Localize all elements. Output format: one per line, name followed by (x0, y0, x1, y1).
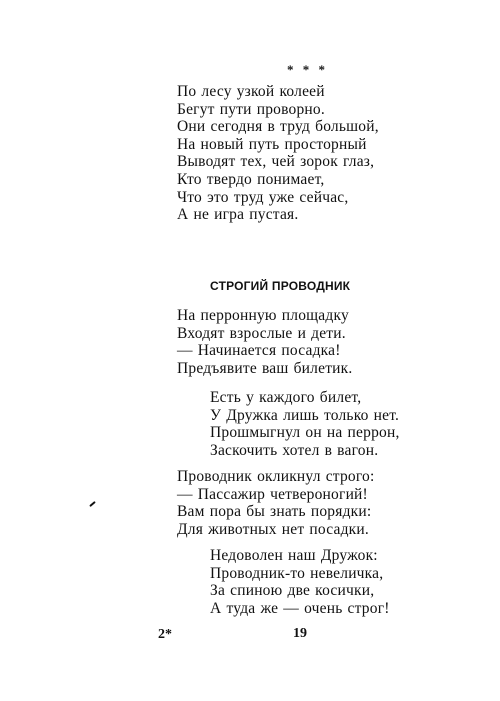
poem-line: Входят взрослые и дети. (177, 324, 346, 342)
poem-line: Есть у каждого билет, (210, 389, 362, 406)
poem-line: За спиною две косички, (210, 582, 375, 600)
poem-stanza (210, 389, 400, 459)
poem-line: Вам пора бы знать порядки: (177, 503, 372, 521)
poem-line: Кто твердо понимает, (177, 170, 325, 188)
poem-line: Предъявите ваш билетик. (177, 359, 353, 377)
poem-stanza (177, 83, 379, 224)
poem-stanza (177, 307, 352, 377)
poem-line: Что это труд уже сейчас, (177, 188, 349, 206)
poem-line: — Пассажир четвероногий! (177, 485, 368, 503)
poem-title: СТРОГИЙ ПРОВОДНИК (210, 279, 351, 293)
poem-stanza (177, 468, 374, 538)
poem-line: На новый путь просторный (177, 135, 367, 153)
poem-line: А не игра пустая. (177, 206, 299, 224)
poem-line: На перронную площадку (177, 307, 349, 324)
printer-signature: 2* (158, 627, 172, 642)
poem-line: Бегут пути проворно. (177, 100, 325, 118)
poem-line: Проводник окликнул строго: (177, 468, 375, 485)
poem-line: Выводят тех, чей зорок глаз, (177, 153, 375, 171)
poem-line: Недоволен наш Дружок: (210, 547, 378, 564)
poem-line: По лесу узкой колеей (177, 83, 325, 100)
poem-line: — Начинается посадка! (177, 342, 341, 360)
poem-line: Для животных нет посадки. (177, 520, 369, 538)
poem-line: Заскочить хотел в вагон. (210, 441, 379, 459)
section-separator: * * * (287, 62, 328, 77)
poem-line: Они сегодня в труд большой, (177, 118, 379, 136)
poem-line: Прошмыгнул он на перрон, (210, 424, 400, 442)
poem-stanza (210, 547, 390, 617)
poem-line: У Дружка лишь только нет. (210, 406, 400, 424)
poem-line: А туда же — очень строг! (210, 599, 390, 617)
ink-mark (89, 501, 96, 507)
page-number: 19 (293, 626, 307, 641)
poem-line: Проводник-то невеличка, (210, 564, 384, 582)
